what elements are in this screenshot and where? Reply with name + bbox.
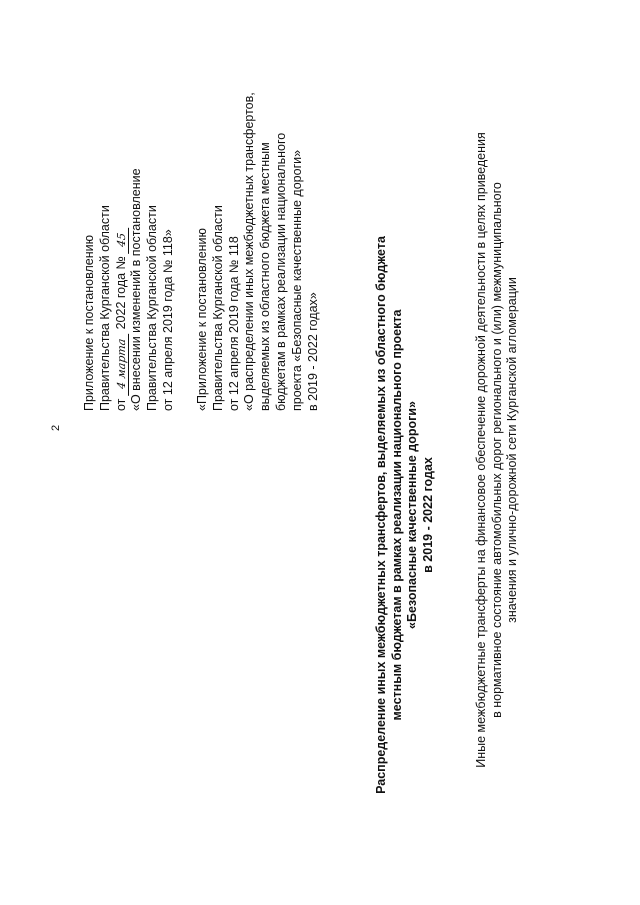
appendix-line: от 12 апреля 2019 года № 118» (160, 229, 175, 411)
appendix-line: «О внесении изменений в постановление (129, 168, 144, 411)
appendix-date-middle: 2022 года № (113, 256, 128, 330)
appendix-old-line: бюджетам в рамках реализации национального (273, 132, 288, 411)
section-line: значения и улично-дорожной сети Курганской агломерации (505, 277, 519, 623)
appendix-line: Правительства Курганской области (97, 205, 112, 411)
document-title (374, 235, 436, 795)
page-number: 2 (50, 424, 62, 431)
handwritten-number: 45 (116, 226, 129, 254)
appendix-old-line: от 12 апреля 2019 года № 118 (226, 236, 241, 411)
appendix-date-prefix: от (113, 398, 128, 411)
appendix-header-new (82, 168, 177, 411)
appendix-line: Приложение к постановлению (82, 235, 96, 411)
appendix-old-line: «Приложение к постановлению (195, 228, 209, 411)
title-line: Распределение иных межбюджетных трансфертов, выделяемых из областного бюджета (374, 236, 388, 794)
appendix-old-line: «О распределении иных межбюджетных трансфертов, (242, 92, 257, 411)
title-line: местным бюджетам в рамках реализации национального проекта (389, 309, 404, 721)
title-line: в 2019 - 2022 годах (420, 457, 435, 573)
appendix-header-old (195, 92, 321, 411)
appendix-old-line: Правительства Курганской области (210, 205, 225, 411)
section-line: Иные межбюджетные трансферты на финансовое обеспечение дорожной деятельности в целях приведения (474, 132, 488, 768)
section-heading (474, 75, 521, 825)
appendix-old-line: в 2019 - 2022 годах» (305, 292, 320, 411)
appendix-old-line: проекта «Безопасные качественные дороги» (289, 149, 304, 411)
title-line: «Безопасные качественные дороги» (405, 401, 419, 629)
section-line: в нормативное состояние автомобильных дорог регионального и (или) межмуниципального (489, 182, 504, 718)
appendix-line: Правительства Курганской области (145, 205, 160, 411)
appendix-old-line: выделяемых из областного бюджета местным (258, 142, 273, 411)
appendix-date-line (114, 168, 130, 411)
handwritten-date: 4 марта (116, 332, 129, 396)
